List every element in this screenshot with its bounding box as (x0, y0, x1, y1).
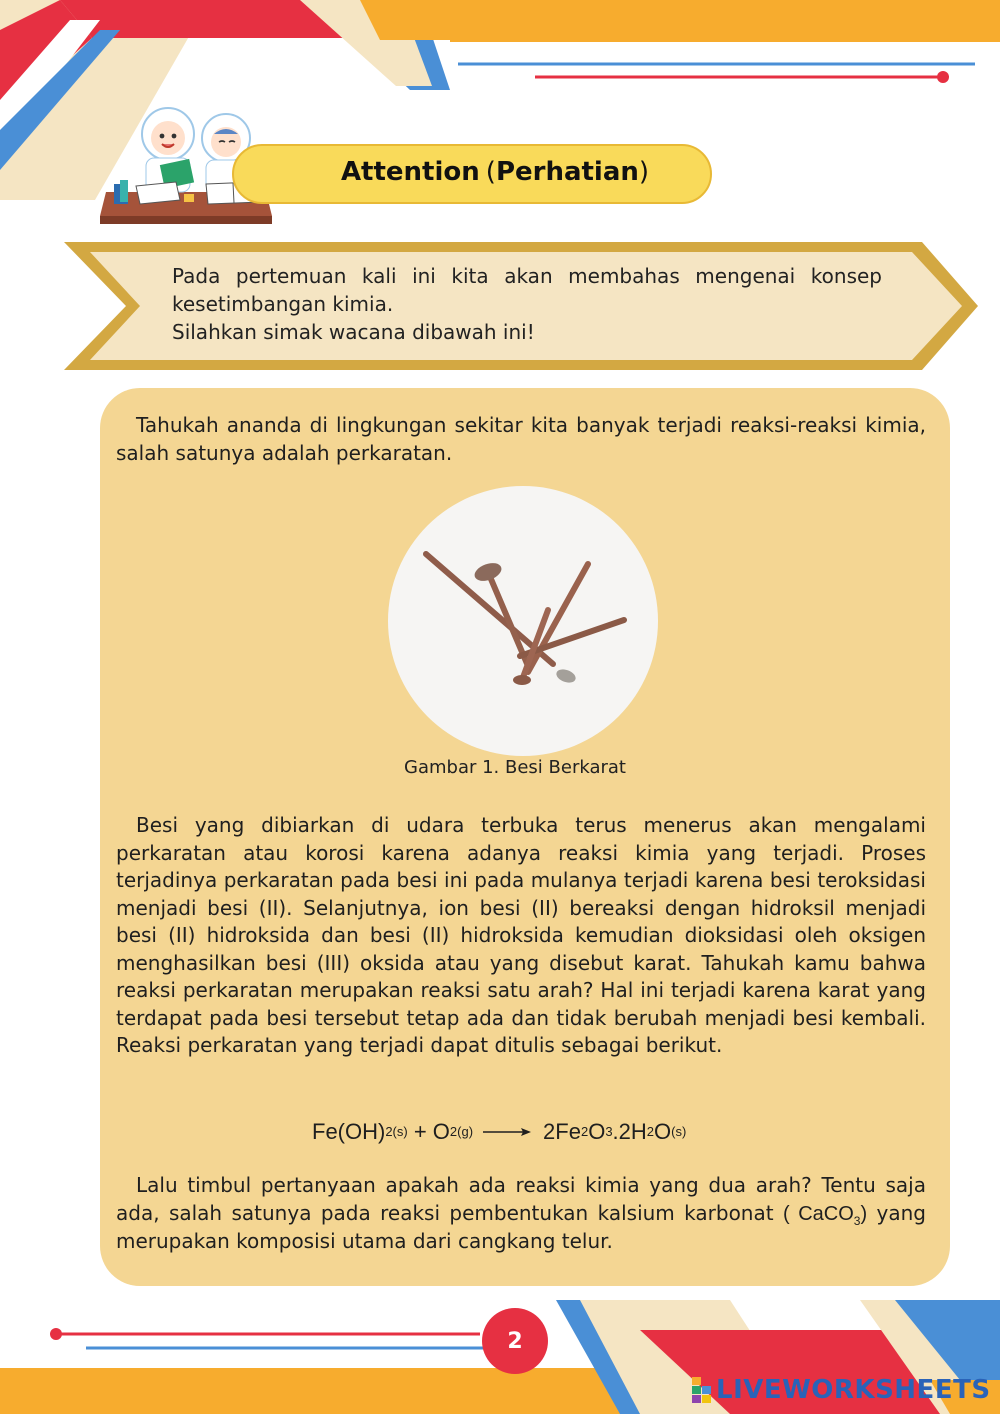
formula-sub: 3 (853, 1213, 861, 1228)
title-main: Attention (340, 157, 480, 187)
eq-plus-o: + O (407, 1119, 450, 1144)
eq-product-a: 2Fe (543, 1119, 581, 1144)
paragraph-2-text: Besi yang dibiarkan di udara terbuka terus menerus akan mengalami perkaratan atau korosi karena adanya reaksi kimia yang terjadi. Proses terjadinya perkaratan pada besi ini pada mulanya terjadi karena besi teroksidasi menjadi besi (II). Selanjutnya, ion besi (II) bereaksi dengan hidroksil menjadi besi (II) hidroksida dan besi (II) hidroksida kemudian dioksidasi oleh oksigen menghasilkan besi (III) oksida atau yang disebut karat. Tahukah kamu bahwa reaksi perkaratan merupakan reaksi satu arah? Hal ini terjadi karena karat yang terdapat pada besi tersebut tetap ada dan tidak berubah menjadi besi kembali. Reaksi perkaratan yang terjadi dapat ditulis sebagai berikut. (116, 813, 926, 1057)
page-number: 2 (482, 1308, 548, 1374)
paragraph-1-text: Tahukah ananda di lingkungan sekitar kita banyak terjadi reaksi-reaksi kimia, salah satunya adalah perkaratan. (116, 413, 926, 465)
title-sub: Perhatian (495, 157, 639, 187)
liveworksheets-watermark (692, 1372, 991, 1408)
rust-equation: Fe(OH) 2(s) + O 2(g) 2Fe 2 O 3 .2H 2 O (s) (312, 1119, 687, 1144)
eq-product-d: O (654, 1119, 672, 1144)
intro-text (172, 262, 882, 346)
eq-product-b: O (588, 1119, 606, 1144)
intro-line-1: Pada pertemuan kali ini kita akan membahas mengenai konsep kesetimbangan kimia. (172, 264, 882, 316)
formula-open: ( CaCO (782, 1202, 854, 1225)
paragraph-3 (116, 1172, 926, 1256)
formula-close: ) (860, 1202, 868, 1225)
paragraph-3-end: yang merupakan komposisi utama dari cangkang telur. (116, 1200, 926, 1253)
paragraph-3-start: Lalu timbul pertanyaan apakah ada reaksi kimia yang dua arah? Tentu saja ada, salah satunya pada reaksi pembentukan kalsium karbonat (116, 1173, 926, 1225)
paragraph-1 (116, 412, 926, 467)
rusty-nails-image (388, 486, 658, 756)
watermark-text: LIVEWORKSHEETS (716, 1375, 991, 1405)
caco3-formula (782, 1202, 868, 1228)
intro-line-2: Silahkan simak wacana dibawah ini! (172, 320, 535, 344)
paragraph-2 (116, 812, 926, 1060)
section-title: Attention ( Perhatian ) (340, 157, 650, 187)
liveworksheets-logo-icon (692, 1377, 712, 1403)
figure-caption: Gambar 1. Besi Berkarat (404, 757, 626, 778)
eq-reactant-1: Fe(OH) (312, 1119, 386, 1144)
right-arrow-icon (481, 1125, 533, 1139)
eq-product-c: .2H (612, 1119, 647, 1144)
